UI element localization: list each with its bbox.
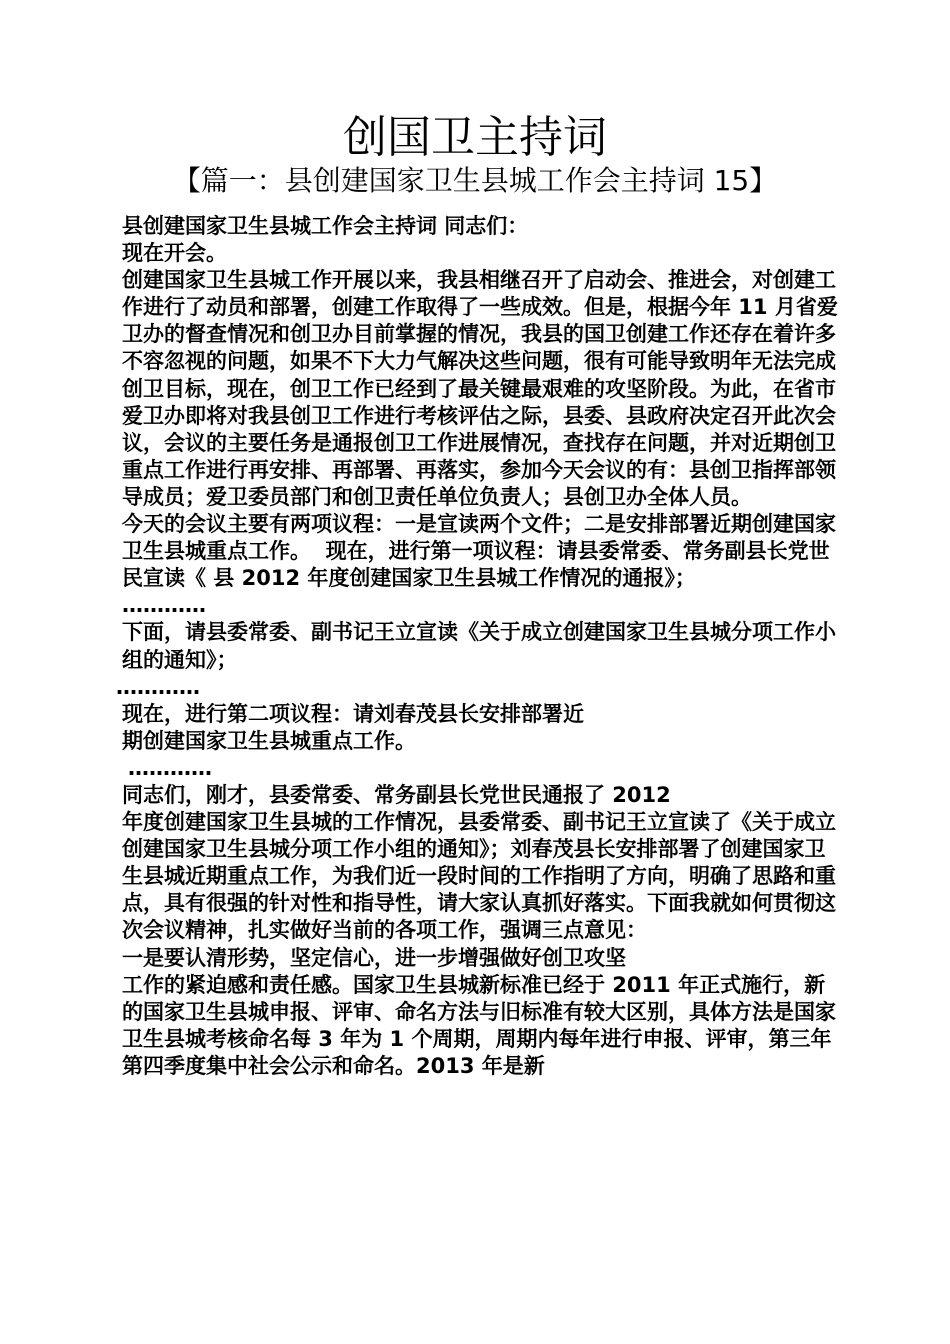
paragraph-greeting: 县创建国家卫生县城工作会主持词 同志们： — [122, 214, 529, 238]
paragraph-summary: 年度创建国家卫生县城的工作情况，县委常委、副书记王立宣读了《关于成立创建国家卫生县城分项工作小组的通知》；刘春茂县长安排部署了创建国家卫生县城近期重点工作，为我们近一段时间的工作指明了方向，明确了思路和重点，具有很强的针对性和指导性，请大家认真抓好落实。下面我就如何贯彻这次会议精神，扎实做好当前的各项工作，强调三点意见： — [122, 810, 836, 943]
paragraph-second-agenda-cont: 期创建国家卫生县城重点工作。 — [122, 728, 416, 753]
paragraph-ellipsis: ………… — [116, 674, 200, 699]
paragraph-summary-start: 同志们，刚才，县委常委、常务副县长党世民通报了 2012 — [122, 782, 671, 807]
document-subtitle: 【篇一：县创建国家卫生县城工作会主持词 15】 — [172, 164, 778, 197]
document-body — [116, 213, 838, 1080]
paragraph-agenda: 今天的会议主要有两项议程：一是宣读两个文件；二是安排部署近期创建国家卫生县城重点工作。 现在，进行第一项议程：请县委常委、常务副县长党世民宣读《 县 2012 年度创建国家卫生县城工作情况的通报》； — [122, 512, 836, 591]
paragraph-point-one: 工作的紧迫感和责任感。国家卫生县城新标准已经于 2011 年正式施行，新的国家卫生县城申报、评审、命名方法与旧标准有较大区别，具体方法是国家卫生县城考核命名每 3 年为 1 个周期，周期内每年进行申报、评审，第三年第四季度集中社会公示和命名。2013 年是新 — [122, 972, 836, 1078]
paragraph-point-one-heading: 一是要认清形势，坚定信心，进一步增强做好创卫攻坚 — [122, 945, 626, 970]
document-title: 创国卫主持词 — [343, 112, 607, 163]
paragraph-background: 创建国家卫生县城工作开展以来，我县相继召开了启动会、推进会，对创建工作进行了动员和部署，创建工作取得了一些成效。但是，根据今年 11 月省爱卫办的督查情况和创卫办目前掌握的情况，我县的国卫创建工作还存在着许多不容忽视的问题，如果不下大力气解决这些问题，很有可能导致明年无法完成创卫目标，现在，创卫工作已经到了最关键最艰难的攻坚阶段。为此，在省市爱卫办即将对我县创卫工作进行考核评估之际，县委、县政府决定召开此次会议，会议的主要任务是通报创卫工作进展情况，查找存在问题，并对近期创卫重点工作进行再安排、再部署、再落实，参加今天会议的有：县创卫指挥部领导成员；爱卫委员部门和创卫责任单位负责人；县创卫办全体人员。 — [122, 268, 838, 509]
paragraph-opening: 现在开会。 — [122, 241, 227, 266]
paragraph-second-agenda: 现在，进行第二项议程：请刘春茂县长安排部署近 — [122, 701, 584, 726]
paragraph-ellipsis: ………… — [128, 755, 212, 780]
paragraph-second-reading: 下面，请县委常委、副书记王立宣读《关于成立创建国家卫生县城分项工作小组的通知》； — [122, 620, 836, 672]
paragraph-ellipsis: ………… — [122, 593, 206, 618]
